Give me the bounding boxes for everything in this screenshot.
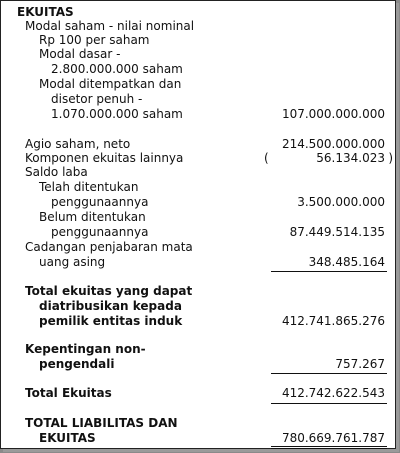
komponen-paren-open: (	[264, 151, 269, 165]
subtotal-rule	[271, 271, 387, 272]
total-induk-amount: 412.741.865.276	[281, 314, 385, 328]
total-ekuitas-label: Total Ekuitas	[25, 386, 112, 400]
cadangan-label: Cadangan penjabaran mata	[25, 240, 193, 254]
komponen-label: Komponen ekuitas lainnya	[25, 151, 184, 165]
belum-ditentukan-label: Belum ditentukan	[39, 210, 146, 224]
total-liab-amount: 780.669.761.787	[281, 431, 385, 445]
modal-saham-amount: 107.000.000.000	[281, 107, 385, 121]
agio-amount: 214.500.000.000	[281, 137, 385, 151]
total-induk-label-3: pemilik entitas induk	[39, 314, 183, 328]
total-liab-label: TOTAL LIABILITAS DAN	[25, 416, 178, 430]
komponen-paren-close: )	[388, 151, 393, 165]
modal-ditempatkan-label: Modal ditempatkan dan	[39, 77, 182, 91]
total-induk-label: Total ekuitas yang dapat	[25, 284, 193, 298]
grand-total-double-rule	[271, 446, 387, 449]
modal-dasar-label: Modal dasar -	[39, 47, 121, 61]
modal-saham-nominal: Rp 100 per saham	[39, 33, 150, 47]
komponen-amount: 56.134.023	[316, 151, 385, 165]
kepentingan-label-2: pengendali	[39, 357, 115, 371]
total-liab-label-2: EKUITAS	[39, 431, 96, 445]
modal-dasar-shares: 2.800.000.000 saham	[51, 62, 183, 76]
modal-ditempatkan-shares: 1.070.000.000 saham	[51, 107, 183, 121]
kepentingan-rule	[271, 373, 387, 374]
cadangan-label-2: uang asing	[39, 255, 106, 269]
modal-disetor-label: disetor penuh -	[51, 92, 143, 106]
telah-ditentukan-label: Telah ditentukan	[39, 180, 139, 194]
total-ekuitas-rule	[271, 403, 387, 404]
kepentingan-label: Kepentingan non-	[25, 342, 146, 356]
modal-saham-label: Modal saham - nilai nominal	[25, 19, 195, 33]
agio-label: Agio saham, neto	[25, 137, 131, 151]
total-induk-label-2: diatribusikan kepada	[39, 299, 182, 313]
section-title: EKUITAS	[17, 5, 74, 19]
belum-ditentukan-amount: 87.449.514.135	[289, 225, 385, 239]
telah-ditentukan-amount: 3.500.000.000	[297, 195, 385, 209]
belum-ditentukan-penggunaan: penggunaannya	[51, 225, 149, 239]
cadangan-amount: 348.485.164	[308, 255, 385, 269]
telah-ditentukan-penggunaan: penggunaannya	[51, 195, 149, 209]
saldo-laba-label: Saldo laba	[25, 165, 88, 179]
kepentingan-amount: 757.267	[335, 357, 385, 371]
total-ekuitas-amount: 412.742.622.543	[281, 386, 385, 400]
